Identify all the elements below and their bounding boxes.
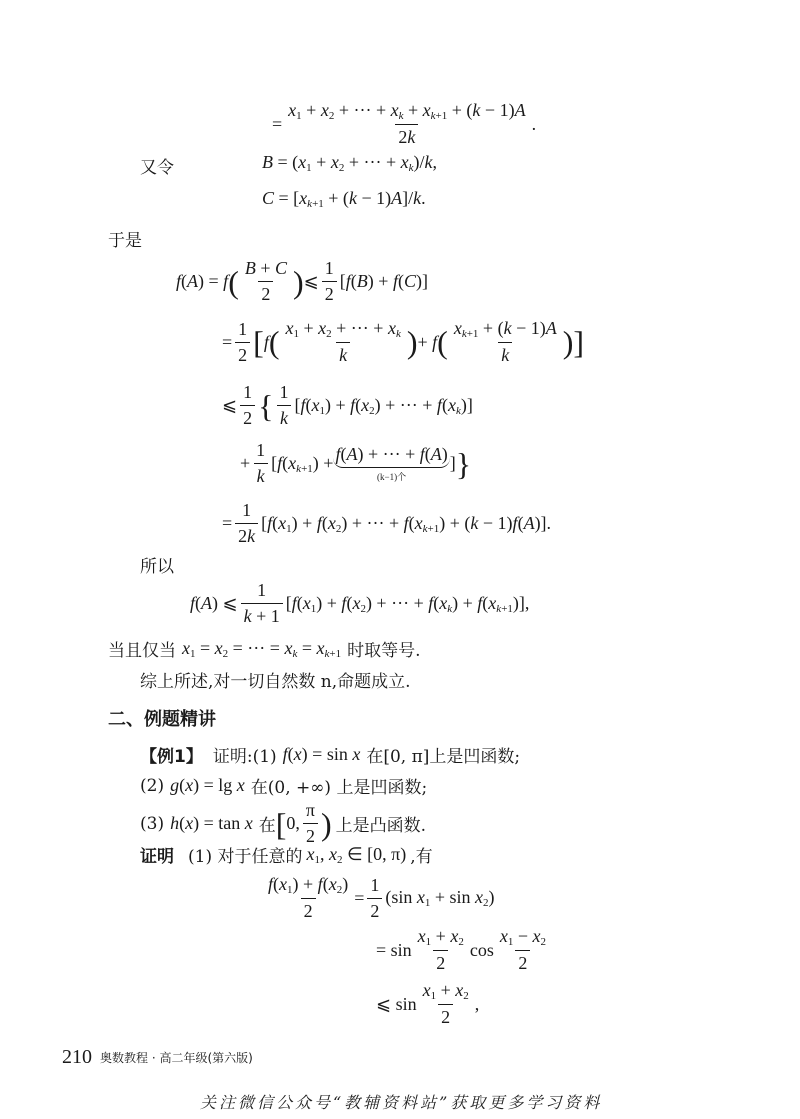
eq-line-B: $B = (x_1 + x_2$ + ··· + $x_k)/k$, — [262, 152, 437, 174]
conclusion: 综上所述,对一切自然数 n,命题成立. — [140, 672, 411, 692]
page-number: 210 — [62, 1046, 92, 1068]
page-footer — [62, 1046, 253, 1069]
eq-line-jensen-1: ⩽ $\frac{1}{2}$ { $\frac{1}{k}$ [$f(x_1) + f(x_2)$ + ··· + $f(x_k)$] — [222, 382, 473, 428]
example-1-line-2: (2) g(x) = lg x 在(0, +∞) 上是凹函数; — [140, 775, 428, 798]
proof-eq-1: $\frac{f(x_1) + f(x_2)}{2}$ = $\frac{1}{2}$ (sin $x_1 + \sin x_2$) — [268, 874, 495, 921]
youling-label: 又令 — [140, 158, 174, 178]
yushi-label: 于是 — [108, 231, 142, 251]
section-heading: 二、例题精讲 — [108, 709, 216, 730]
eq-line-C: $C = [x_{k+1} + (k - 1)A]/k$. — [262, 188, 426, 210]
eq-line-jensen-2: + $\frac{1}{k}$ [$f(x_{k+1})$ + f(A) + ··· + f(A) (k−1)个 ] } — [240, 440, 472, 486]
watermark-text: 关注微信公众号“教辅资料站”获取更多学习资料 — [200, 1093, 603, 1112]
suoyi-label: 所以 — [140, 557, 174, 577]
proof-eq-2: = sin $\frac{x_1 + x_2}{2}$ cos $\frac{x_1 - x_2}{2}$ — [376, 926, 546, 973]
proof-label: 证明 — [140, 847, 174, 867]
underbrace: f(A) + ··· + f(A) (k−1)个 — [335, 444, 448, 482]
proof-eq-3: ⩽ sin $\frac{x_1 + x_2}{2}$ , — [376, 980, 480, 1027]
eq-line-split: = $\frac{1}{2}$ [ f ( $\frac{x_1 + x_2 + \cdot\cdot\cdot + x_k}{k}$ ) + f ( $\frac{x_{k+1} + (k - 1)A}{k}$ ) ] — [222, 318, 585, 365]
eq-line-1: = $\frac{x_1 + x_2 + \cdot\cdot\cdot + x_k + x_{k+1} + (k - 1)A}{2k}$ . — [272, 100, 537, 147]
example-1-line-3: (3) h(x) = tan x 在 [ 0, $\frac{\pi}{2}$ ) 上是凸函数. — [140, 800, 427, 846]
book-title: 奥数教程 · 高二年级(第六版) — [100, 1051, 253, 1065]
eq-line-result: = $\frac{1}{2k}$ [$f(x_1) + f(x_2)$ + ··· + $f(x_{k+1}) + (k - 1)f(A)$]. — [222, 500, 552, 546]
proof-line-1: 证明 (1) 对于任意的 $x_1$, $x_2$ ∈ [0, π) ,有 — [140, 843, 433, 867]
example-label: 【例1】 — [140, 747, 203, 767]
eq-line-fA: f(A) = f ( $\frac{B + C}{2}$ ) ⩽ $\frac{1}{2}$ [f(B) + f(C)] — [176, 258, 428, 304]
eq-line-final: f(A) ⩽ $\frac{1}{k + 1}$ [$f(x_1) + f(x_2)$ + ··· + $f(x_k) + f(x_{k+1})$], — [190, 580, 530, 626]
example-1-line-1: 【例1】 证明:(1) f(x) = sin x 在[0, π]上是凹函数; — [140, 744, 521, 767]
equality-condition: 当且仅当 $x_1 = x_2$ = ··· = $x_k = x_{k+1}$ 时取等号. — [108, 637, 421, 661]
